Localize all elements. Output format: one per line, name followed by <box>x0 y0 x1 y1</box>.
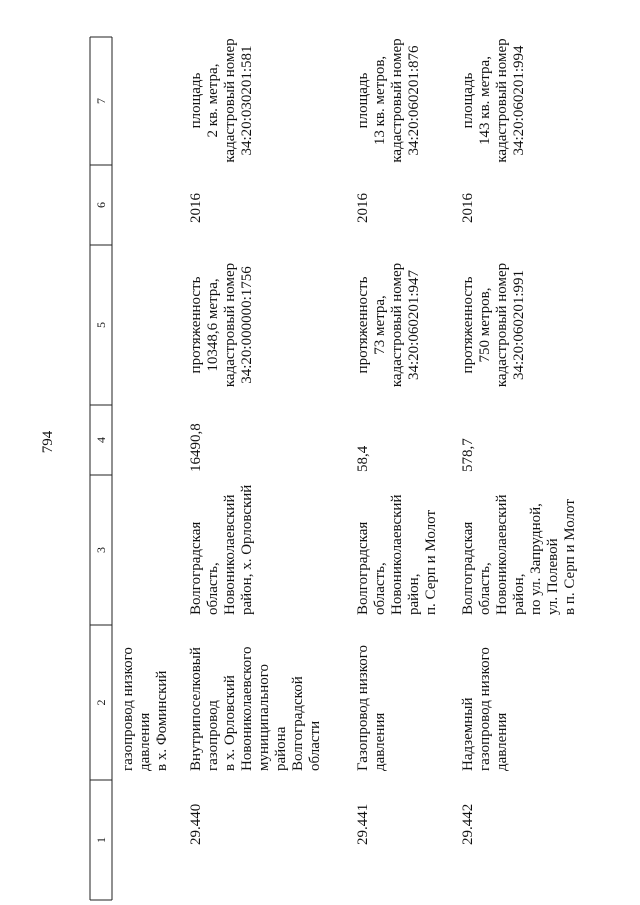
cell-line: площадь <box>355 72 371 129</box>
cell-line: в х. Фоминский <box>154 670 170 771</box>
continuation-name-cell <box>120 626 171 771</box>
cell-line: 34:20:060201:876 <box>406 45 422 156</box>
cell-line: кадастровый номер <box>222 38 238 163</box>
row-number-cell: 29.442 <box>460 803 476 845</box>
address-cell <box>355 477 440 615</box>
cell-line: в п. Серп и Молот <box>562 499 578 615</box>
characteristics-cell <box>355 250 423 400</box>
page-number: 794 <box>40 430 56 454</box>
row-number-cell: 29.440 <box>188 803 204 845</box>
cell-line: 2 кв. метра, <box>205 63 221 138</box>
cell-line: 34:20:060201:994 <box>511 45 527 156</box>
cell-line: давления <box>494 712 510 771</box>
cell-line: Волгоградской <box>290 676 306 771</box>
cell-line: район, <box>406 573 422 615</box>
cell-line: кадастровый номер <box>494 262 510 388</box>
land-area-cell <box>188 38 256 163</box>
cell-line: 34:20:030201:581 <box>239 45 255 156</box>
cell-line: площадь <box>188 72 204 129</box>
cell-line: 73 метра, <box>372 295 388 355</box>
column-header-5: 5 <box>94 322 108 328</box>
cell-line: 34:20:000000:1756 <box>239 266 255 384</box>
cell-line: п. Серп и Молот <box>423 509 439 615</box>
cell-line: область, <box>372 562 388 615</box>
cell-line: Волгоградская <box>188 521 204 615</box>
cell-line: кадастровый номер <box>389 38 405 163</box>
value-cell: 58,4 <box>355 445 371 472</box>
cell-line: Новониколаевский <box>222 494 238 615</box>
cell-line: ул. Полевой <box>545 538 561 615</box>
cell-line: 10348,6 метра, <box>205 278 221 372</box>
cell-line: по ул. Запрудной, <box>528 503 544 615</box>
column-header-7: 7 <box>94 98 108 104</box>
cell-line: Новониколаевский <box>389 494 405 615</box>
cell-line: давления <box>137 712 153 771</box>
column-header-6: 6 <box>94 202 108 208</box>
cell-line: Новониколаевский <box>494 494 510 615</box>
cell-line: газопровод низкого <box>477 647 493 771</box>
cell-line: 34:20:060201:947 <box>406 270 422 381</box>
address-cell <box>188 477 256 615</box>
cell-line: район, х. Орловский <box>239 484 255 615</box>
cell-line: в х. Орловский <box>222 675 238 771</box>
object-name-cell <box>188 626 324 771</box>
year-cell: 2016 <box>355 193 371 223</box>
cell-line: Новониколаевского <box>239 646 255 771</box>
cell-line: Волгоградская <box>460 521 476 615</box>
cell-line: области <box>307 720 323 771</box>
cell-line: Внутрипоселковый <box>188 647 204 771</box>
cell-line: муниципального <box>256 663 272 771</box>
cell-line: кадастровый номер <box>494 38 510 163</box>
cell-line: района <box>273 726 289 771</box>
land-area-cell <box>460 38 528 163</box>
cell-line: протяженность <box>355 276 371 374</box>
year-cell: 2016 <box>460 193 476 223</box>
year-cell: 2016 <box>188 193 204 223</box>
address-cell <box>460 477 579 615</box>
object-name-cell <box>355 626 389 771</box>
cell-line: 750 метров, <box>477 287 493 363</box>
column-header-1: 1 <box>94 837 108 843</box>
cell-line: район, <box>511 573 527 615</box>
characteristics-cell <box>188 250 256 400</box>
cell-line: протяженность <box>460 276 476 374</box>
cell-line: кадастровый номер <box>222 262 238 388</box>
cell-line: Надземный <box>460 697 476 771</box>
cell-line: протяженность <box>188 276 204 374</box>
cell-line: область, <box>205 562 221 615</box>
cell-line: газопровод <box>205 700 221 771</box>
cell-line: Газопровод низкого <box>355 644 371 771</box>
value-cell: 16490,8 <box>188 423 204 472</box>
value-cell: 578,7 <box>460 438 476 472</box>
cell-line: 143 кв. метра, <box>477 56 493 145</box>
object-name-cell <box>460 626 511 771</box>
cell-line: давления <box>372 712 388 771</box>
characteristics-cell <box>460 250 528 400</box>
column-header-4: 4 <box>94 437 108 443</box>
cell-line: 34:20:060201:991 <box>511 270 527 381</box>
cell-line: 13 кв. метров, <box>372 55 388 146</box>
cell-line: газопровод низкого <box>120 647 136 771</box>
column-header-2: 2 <box>94 699 108 706</box>
cell-line: площадь <box>460 72 476 129</box>
land-area-cell <box>355 38 423 163</box>
row-number-cell: 29.441 <box>355 803 371 845</box>
cell-line: кадастровый номер <box>389 262 405 388</box>
cell-line: область, <box>477 562 493 615</box>
cell-line: Волгоградская <box>355 521 371 615</box>
column-header-3: 3 <box>94 547 108 553</box>
